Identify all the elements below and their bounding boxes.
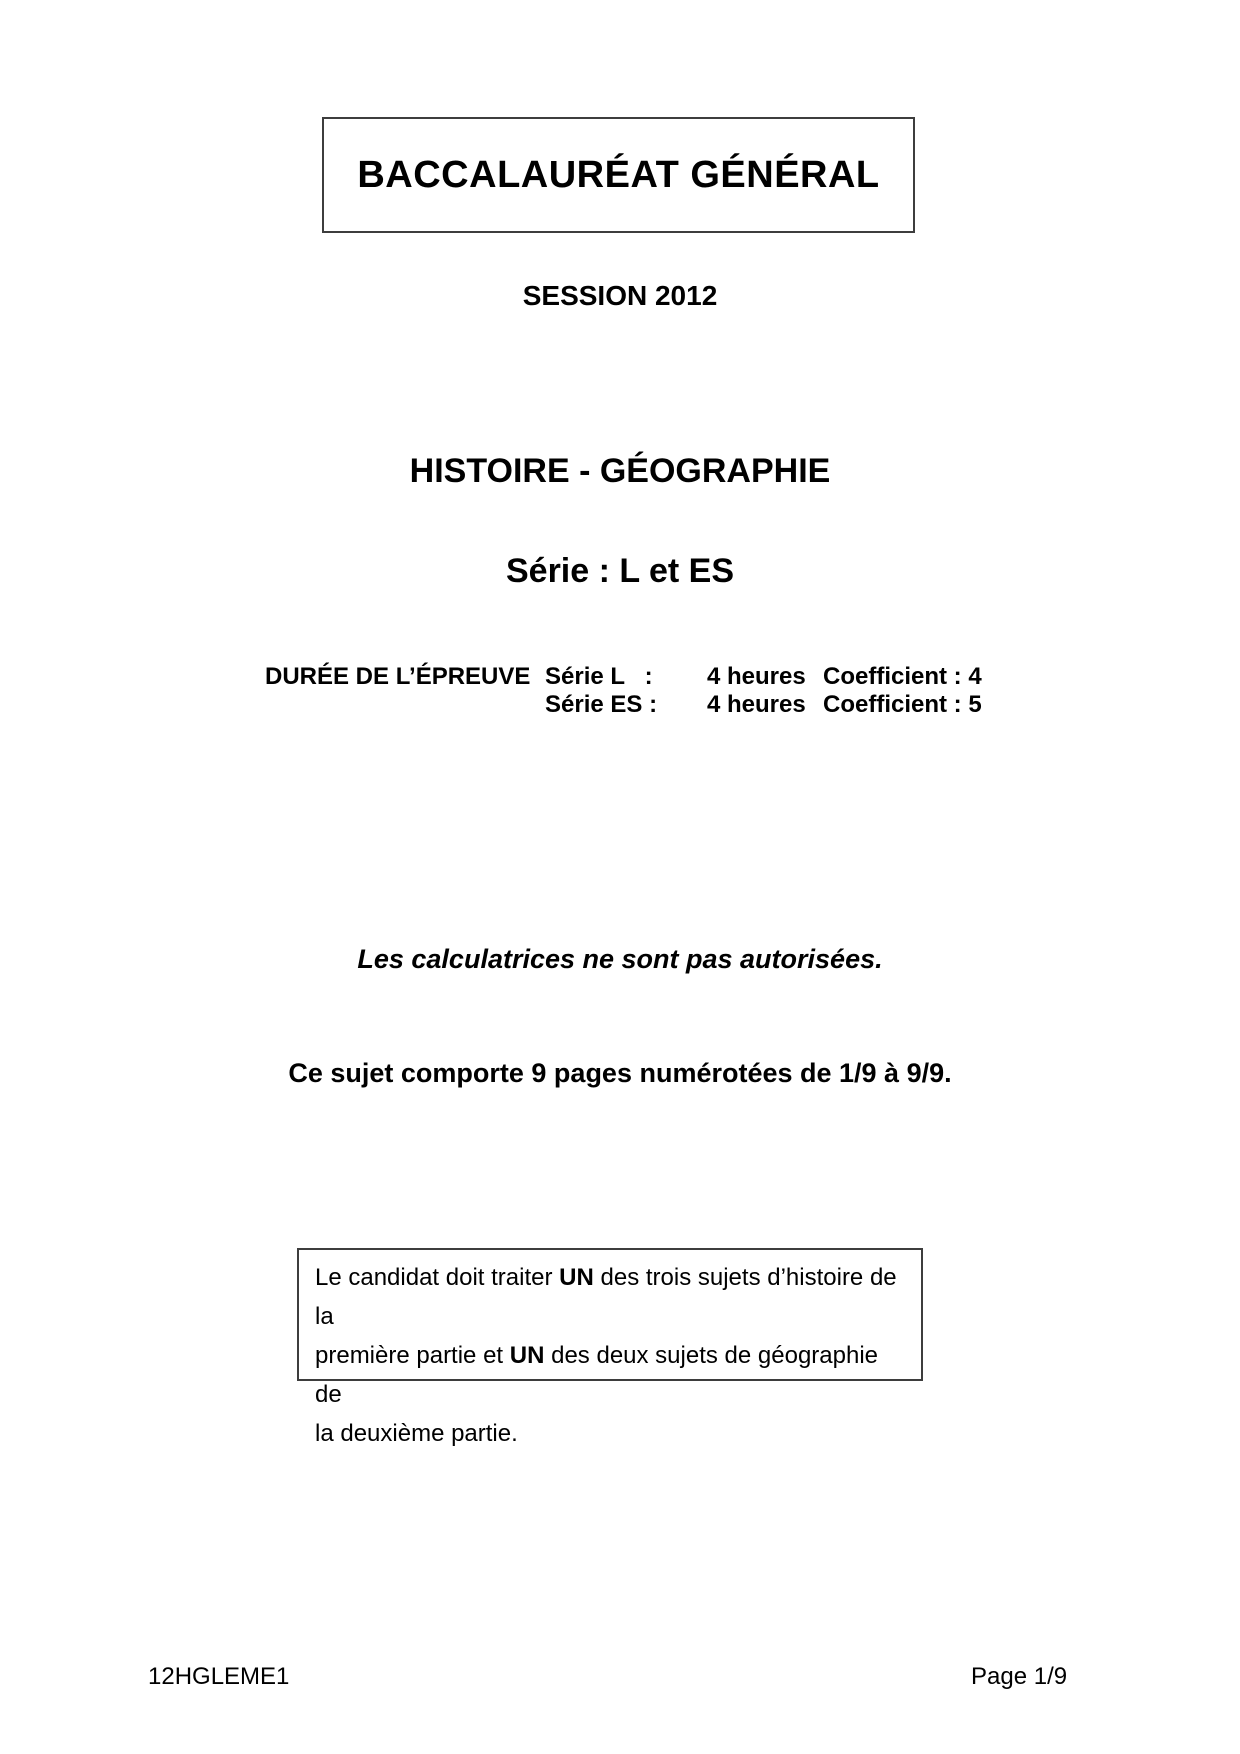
instruction-segment: des trois sujets d’histoire de la: [315, 1264, 904, 1330]
instruction-segment: Le candidat doit traiter: [315, 1264, 560, 1291]
instruction-box: [297, 1248, 923, 1447]
instruction-segment: la deuxième partie.: [315, 1420, 518, 1447]
duration-coefficient-l: Coefficient : 4: [823, 663, 982, 690]
duration-label-spacer: [265, 691, 545, 719]
duration-hours-es: 4 heures: [707, 691, 806, 718]
calculators-notice: Les calculatrices ne sont pas autorisées.: [357, 944, 883, 974]
duration-series-es: Série ES :: [545, 691, 658, 718]
subject-title: HISTOIRE - GÉOGRAPHIE: [409, 452, 831, 490]
page-count-notice: Ce sujet comporte 9 pages numérotées de 1/9 à 9/9.: [288, 1058, 952, 1088]
duration-label: DURÉE DE L’ÉPREUVE: [265, 663, 531, 690]
duration-series-l: Série L :: [545, 663, 653, 690]
series-title: Série : L et ES: [505, 552, 735, 590]
page-number: Page 1/9: [971, 1663, 1068, 1690]
title-box: [322, 117, 915, 233]
instruction-bold: UN: [559, 1264, 594, 1291]
session-label: SESSION 2012: [522, 280, 718, 311]
duration-table: [265, 663, 982, 719]
duration-coefficient-es: Coefficient : 5: [823, 691, 982, 718]
instruction-segment: première partie et: [315, 1342, 510, 1369]
exam-title: BACCALAURÉAT GÉNÉRAL: [357, 153, 880, 196]
instruction-bold: UN: [509, 1342, 545, 1369]
duration-hours-l: 4 heures: [707, 663, 806, 690]
document-reference: 12HGLEME1: [148, 1663, 290, 1690]
instruction-segment: des deux sujets de géographie de: [315, 1342, 892, 1408]
